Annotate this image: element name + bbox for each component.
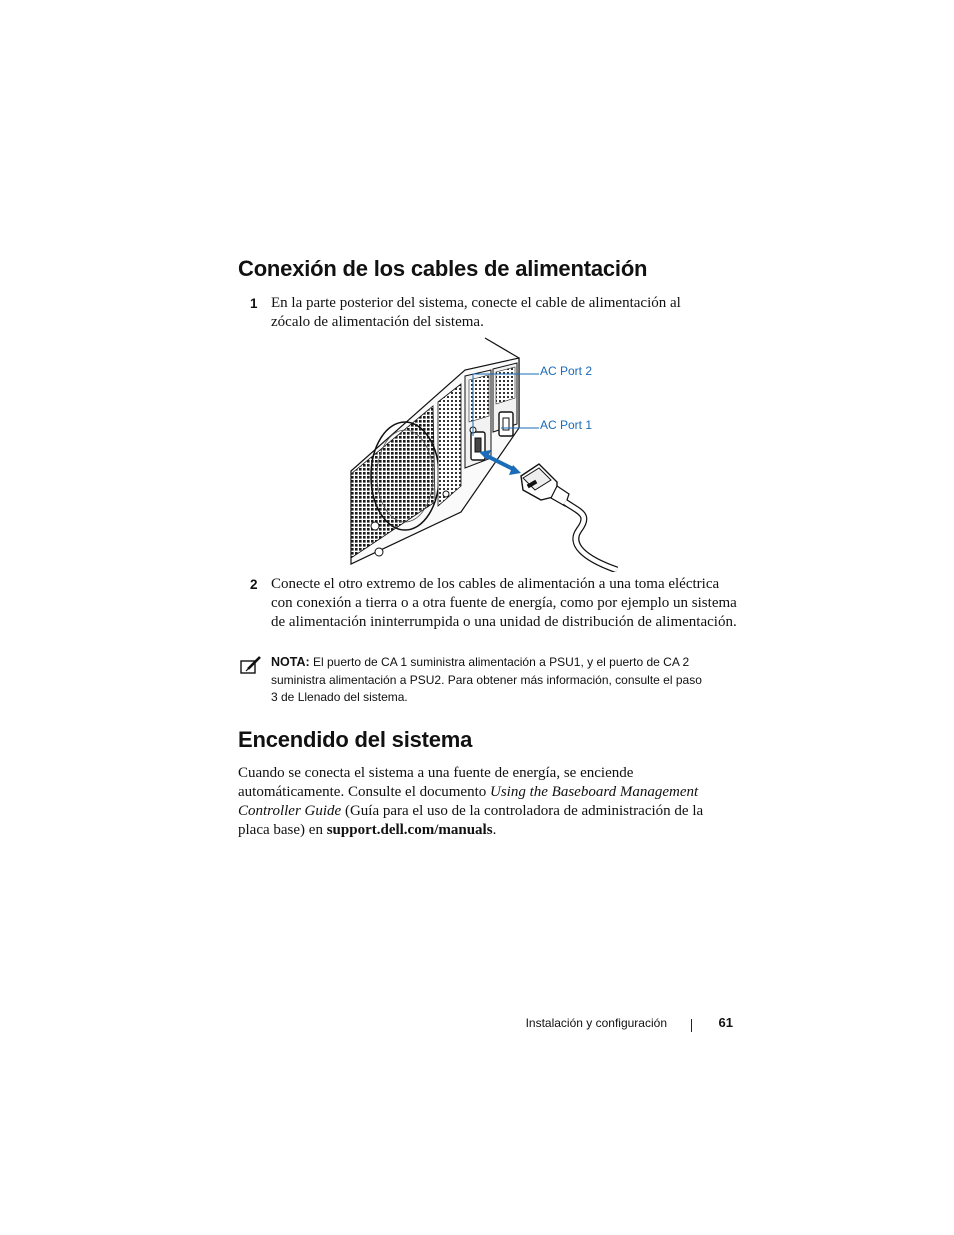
page-number: 61 (718, 1015, 733, 1030)
note-box (238, 654, 738, 707)
callout-ac-port-2: AC Port 2 (540, 364, 593, 378)
para-text: . (492, 822, 497, 838)
doc-title: Using the Baseboard Management Controller Guide (238, 784, 699, 819)
footer-separator (691, 1019, 692, 1032)
section-heading-power-cables: Conexión de los cables de alimentación (238, 256, 648, 281)
para-text: Cuando se conecta el sistema a una fuente de energía, se enciende automáticamente. Consulte el documento (238, 765, 634, 800)
footer-section-name: Instalación y configuración (525, 1016, 667, 1030)
power-on-paragraph (238, 764, 738, 840)
pencil-note-icon (240, 656, 262, 674)
step-text: En la parte posterior del sistema, conecte el cable de alimentación al zócalo de alimentación del sistema. (271, 295, 681, 330)
section-heading-power-on: Encendido del sistema (238, 727, 473, 752)
step-number: 2 (250, 577, 258, 592)
step-text: Conecte el otro extremo de los cables de alimentación a una toma eléctrica con conexión a tierra o a otra fuente de energía, como por ejemplo un sistema de alimentación ininterrumpida o una unidad de distribución de alimentación. (271, 576, 737, 630)
page-footer (400, 1016, 733, 1036)
support-url: support.dell.com/manuals (326, 822, 493, 838)
note-text: El puerto de CA 1 suministra alimentación a PSU1, y el puerto de CA 2 suministra alimentación a PSU2. Para obtener más información, consulte el paso 3 de Llenado del sistema. (271, 655, 702, 704)
step-2 (238, 575, 738, 632)
callout-ac-port-1: AC Port 1 (540, 418, 593, 432)
step-number: 1 (250, 296, 258, 311)
para-text: (Guía para el uso de la controladora de administración de la placa base) en (238, 803, 704, 838)
note-label: NOTA: (271, 655, 310, 669)
power-cable-illustration (343, 336, 620, 572)
step-1 (238, 294, 738, 332)
